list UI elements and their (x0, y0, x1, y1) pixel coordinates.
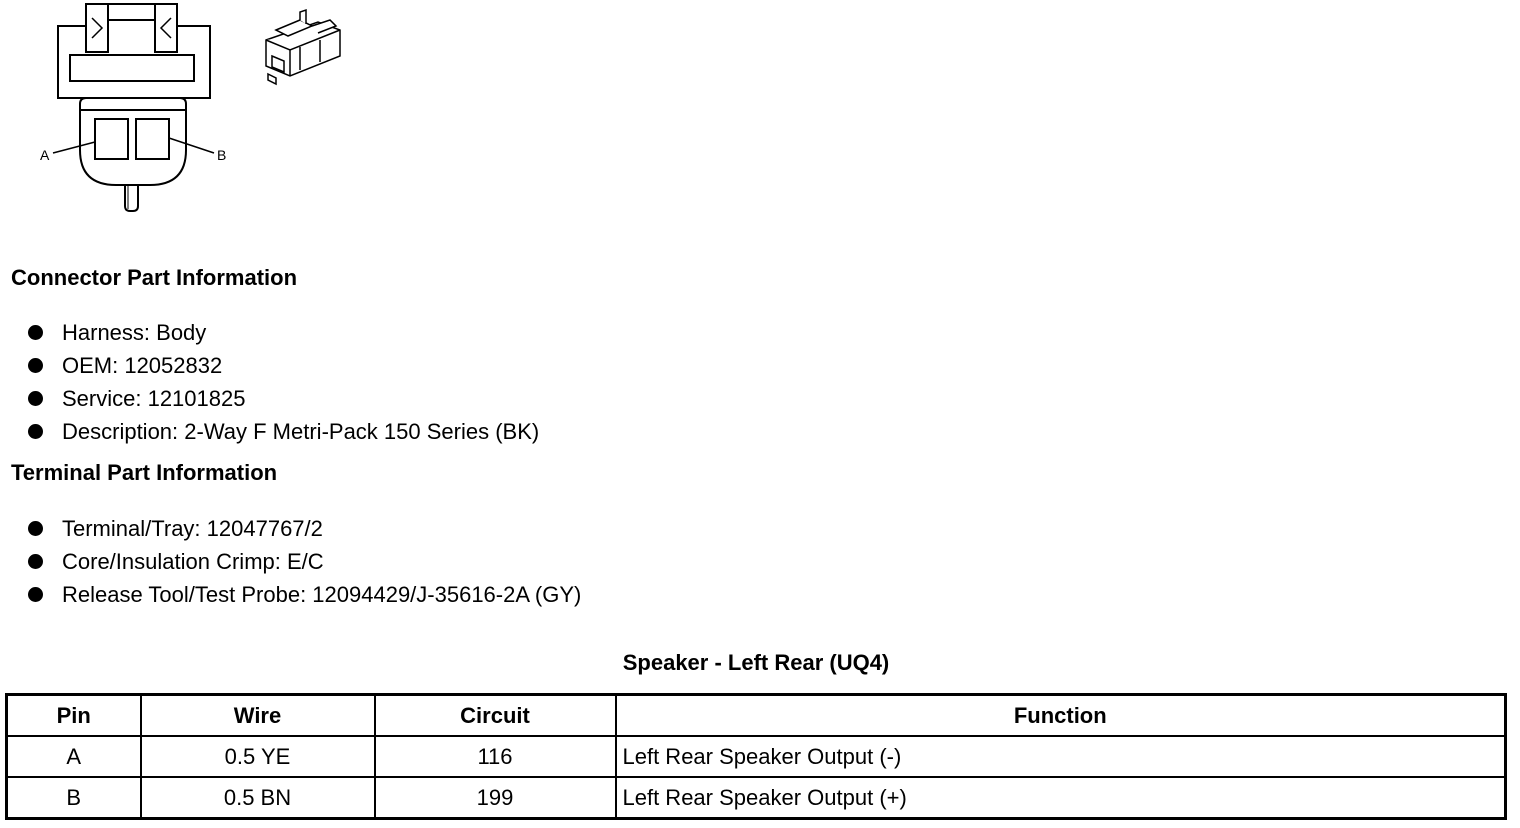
bullet-icon (28, 521, 43, 536)
cell-wire: 0.5 YE (141, 736, 375, 777)
connector-harness: Harness: Body (62, 320, 207, 345)
list-item (28, 415, 539, 448)
terminal-release-tool: Release Tool/Test Probe: 12094429/J-35616-2A (GY) (62, 582, 582, 607)
bullet-icon (28, 424, 43, 439)
list-item (28, 349, 539, 382)
header-function: Function (616, 695, 1506, 737)
connector-iso-thumbnail (266, 10, 340, 84)
cell-function: Left Rear Speaker Output (-) (616, 736, 1506, 777)
list-item (28, 316, 539, 349)
header-circuit: Circuit (375, 695, 616, 737)
cell-circuit: 116 (375, 736, 616, 777)
table-row (7, 777, 1506, 819)
bullet-icon (28, 358, 43, 373)
connector-face-diagram (0, 0, 400, 230)
pin-b-label: B (217, 147, 227, 163)
list-item (28, 512, 581, 545)
cell-pin: A (7, 736, 141, 777)
cell-wire: 0.5 BN (141, 777, 375, 819)
cell-pin: B (7, 777, 141, 819)
connector-service: Service: 12101825 (62, 386, 246, 411)
cell-circuit: 199 (375, 777, 616, 819)
pin-table (5, 693, 1507, 820)
bullet-icon (28, 587, 43, 602)
cell-function: Left Rear Speaker Output (+) (616, 777, 1506, 819)
connector-description: Description: 2-Way F Metri-Pack 150 Series (BK) (62, 419, 540, 444)
terminal-part-info-list (28, 512, 581, 611)
table-header-row (7, 695, 1506, 737)
table-row (7, 736, 1506, 777)
connector-part-info-heading: Connector Part Information (11, 265, 298, 290)
list-item (28, 545, 581, 578)
connector-part-info-list (28, 316, 539, 448)
pin-a-label: A (40, 147, 50, 163)
connector-oem: OEM: 12052832 (62, 353, 223, 378)
bullet-icon (28, 554, 43, 569)
table-title: Speaker - Left Rear (UQ4) (622, 650, 890, 675)
terminal-crimp: Core/Insulation Crimp: E/C (62, 549, 324, 574)
list-item (28, 578, 581, 611)
terminal-part-info-heading: Terminal Part Information (11, 460, 278, 485)
header-wire: Wire (141, 695, 375, 737)
header-pin: Pin (7, 695, 141, 737)
terminal-tray: Terminal/Tray: 12047767/2 (62, 516, 323, 541)
bullet-icon (28, 325, 43, 340)
list-item (28, 382, 539, 415)
bullet-icon (28, 391, 43, 406)
